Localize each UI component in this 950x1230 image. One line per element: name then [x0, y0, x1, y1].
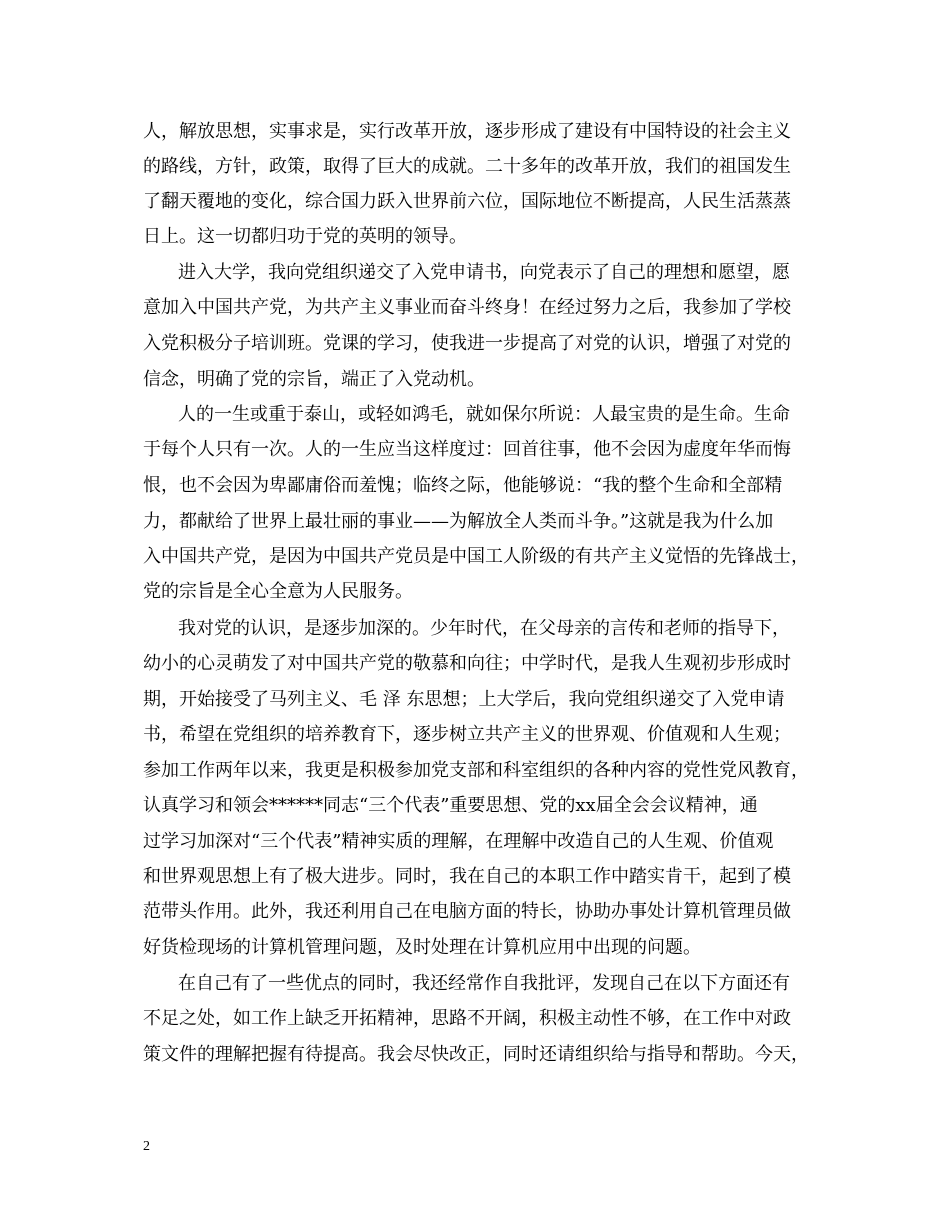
- text-line: 党的宗旨是全心全意为人民服务。: [143, 581, 413, 602]
- page-number: 2: [143, 1139, 150, 1154]
- text-line: 范带头作用。此外，我还利用自己在电脑方面的特长，协助办事处计算机管理员做: [143, 901, 791, 922]
- text-line: 恨，也不会因为卑鄙庸俗而羞愧；临终之际，他能够说：“我的整个生命和全部精: [143, 475, 783, 496]
- text-line: 好货检现场的计算机管理问题，及时处理在计算机应用中出现的问题。: [143, 937, 701, 958]
- paragraph-first-line: 人的一生或重于泰山，或轻如鸿毛，就如保尔所说：人最宝贵的是生命。生命: [178, 404, 790, 425]
- text-line: 了翻天覆地的变化，综合国力跃入世界前六位，国际地位不断提高，人民生活蒸蒸: [143, 191, 791, 212]
- text-line: 参加工作两年以来，我更是积极参加党支部和科室组织的各种内容的党性党风教育，: [143, 760, 809, 781]
- text-line: 于每个人只有一次。人的一生应当这样度过：回首往事，他不会因为虚度年华而悔: [143, 439, 791, 460]
- text-line: 力，都献给了世界上最壮丽的事业——为解放全人类而斗争。”这就是我为什么加: [143, 511, 774, 532]
- text-line: 策文件的理解把握有待提高。我会尽快改正，同时还请组织给与指导和帮助。今天，: [143, 1044, 809, 1065]
- text-line: 过学习加深对“三个代表”精神实质的理解，在理解中改造自己的人生观、价值观: [143, 831, 774, 852]
- text-line: 期，开始接受了马列主义、毛 泽 东思想；上大学后，我向党组织递交了入党申请: [143, 689, 785, 710]
- paragraph-first-line: 在自己有了一些优点的同时，我还经常作自我批评，发现自己在以下方面还有: [178, 973, 790, 994]
- text-line: 人，解放思想，实事求是，实行改革开放，逐步形成了建设有中国特设的社会主义: [143, 121, 791, 142]
- text-line: 书，希望在党组织的培养教育下，逐步树立共产主义的世界观、价值观和人生观；: [143, 724, 791, 745]
- text-line: 和世界观思想上有了极大进步。同时，我在自己的本职工作中踏实肯干，起到了模: [143, 866, 791, 887]
- paragraph-first-line: 我对党的认识，是逐步加深的。少年时代，在父母亲的言传和老师的指导下，: [178, 618, 790, 639]
- text-line: 入中国共产党，是因为中国共产党员是中国工人阶级的有共产主义觉悟的先锋战士，: [143, 546, 809, 567]
- text-line: 入党积极分子培训班。党课的学习，使我进一步提高了对党的认识，增强了对党的: [143, 333, 791, 354]
- text-line: 信念，明确了党的宗旨，端正了入党动机。: [143, 369, 485, 390]
- text-line: 日上。这一切都归功于党的英明的领导。: [143, 226, 467, 247]
- paragraph-first-line: 进入大学，我向党组织递交了入党申请书，向党表示了自己的理想和愿望，愿: [178, 262, 790, 283]
- text-line: 不足之处，如工作上缺乏开拓精神，思路不开阔，积极主动性不够，在工作中对政: [143, 1008, 791, 1029]
- text-line: 幼小的心灵萌发了对中国共产党的敬慕和向往；中学时代，是我人生观初步形成时: [143, 653, 791, 674]
- text-line: 意加入中国共产党，为共产主义事业而奋斗终身！在经过努力之后，我参加了学校: [143, 297, 791, 318]
- text-line: 的路线，方针，政策，取得了巨大的成就。二十多年的改革开放，我们的祖国发生: [143, 156, 791, 177]
- text-line: 认真学习和领会******同志“三个代表”重要思想、党的xx届全会会议精神，通: [143, 795, 758, 816]
